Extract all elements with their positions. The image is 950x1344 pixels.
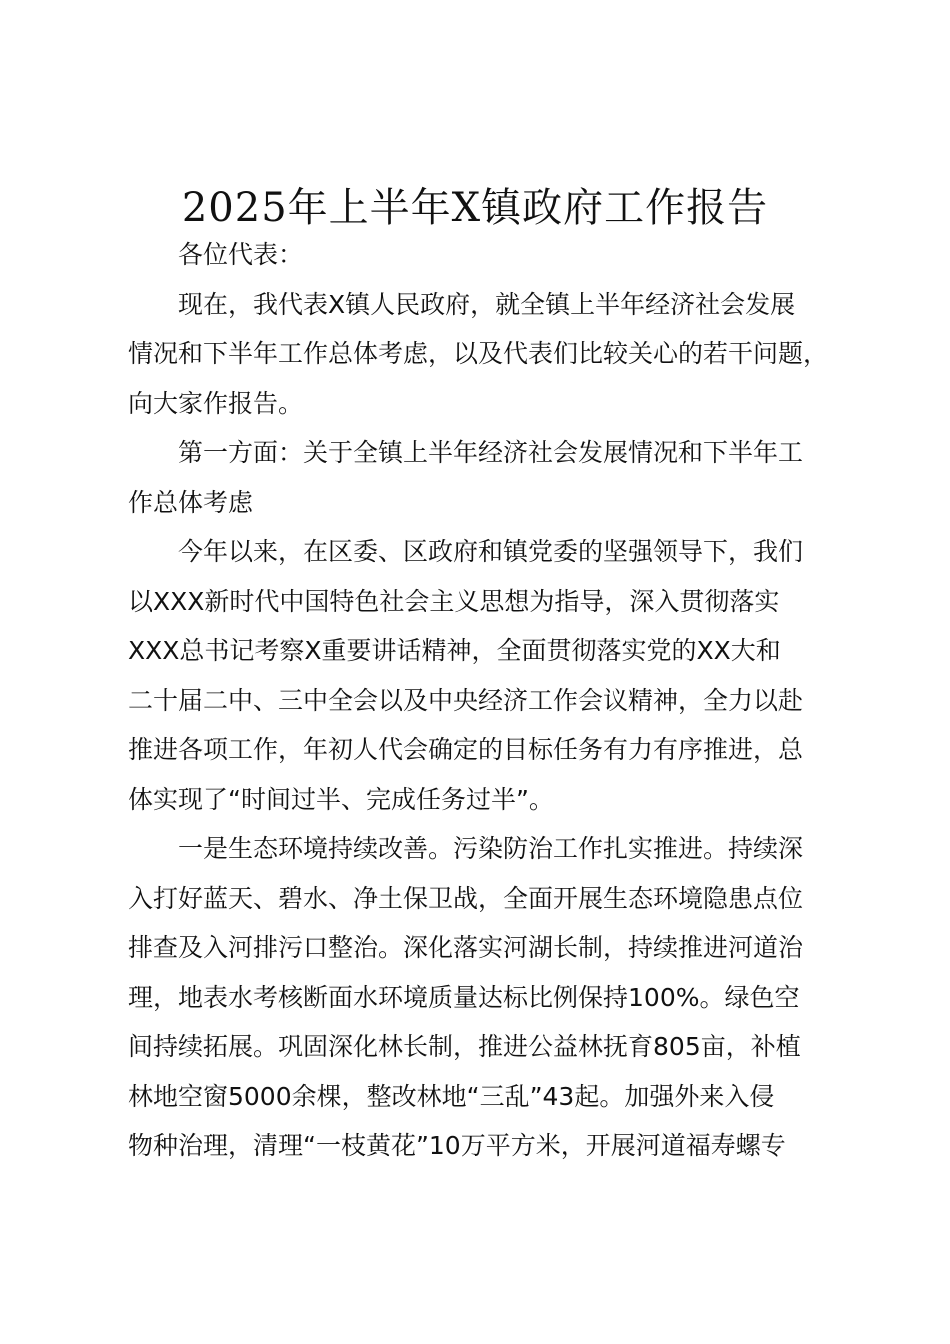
text-line: 推进各项工作，年初人代会确定的目标任务有力有序推进，总 (128, 735, 804, 764)
text-line: 间持续拓展。巩固深化林长制，推进公益林抚育805亩，补植 (128, 1032, 801, 1061)
text-line: 入打好蓝天、碧水、净土保卫战，全面开展生态环境隐患点位 (128, 883, 804, 913)
text-line: 一是生态环境持续改善。污染防治工作扎实推进。持续深 (178, 834, 804, 863)
text-line: XXX总书记考察X重要讲话精神，全面贯彻落实党的XX大和 (128, 636, 781, 665)
text-line: 第一方面：关于全镇上半年经济社会发展情况和下半年工 (178, 438, 804, 467)
text-line: 今年以来，在区委、区政府和镇党委的坚强领导下，我们 (178, 537, 804, 566)
text-line: 林地空窗5000余棵，整改林地“三乱”43起。加强外来入侵 (128, 1081, 775, 1111)
text-line: 作总体考虑 (128, 487, 254, 517)
document-body (128, 230, 838, 1171)
text-line: 以XXX新时代中国特色社会主义思想为指导，深入贯彻落实 (128, 586, 780, 616)
document-title: 2025年上半年X镇政府工作报告 (181, 185, 769, 231)
text-line: 二十届二中、三中全会以及中央经济工作会议精神，全力以赴 (128, 685, 804, 715)
text-line: 现在，我代表X镇人民政府，就全镇上半年经济社会发展 (178, 289, 796, 319)
text-line: 排查及入河排污口整治。深化落实河湖长制，持续推进河道治 (128, 933, 804, 962)
text-line: 向大家作报告。 (128, 388, 304, 418)
text-line: 体实现了“时间过半、完成任务过半”。 (128, 784, 554, 814)
text-line: 情况和下半年工作总体考虑，以及代表们比较关心的若干问题， (128, 339, 829, 368)
text-line: 物种治理，清理“一枝黄花”10万平方米，开展河道福寿螺专 (128, 1131, 786, 1160)
text-line: 各位代表： (178, 240, 304, 269)
text-line: 理，地表水考核断面水环境质量达标比例保持100%。绿色空 (128, 982, 800, 1012)
